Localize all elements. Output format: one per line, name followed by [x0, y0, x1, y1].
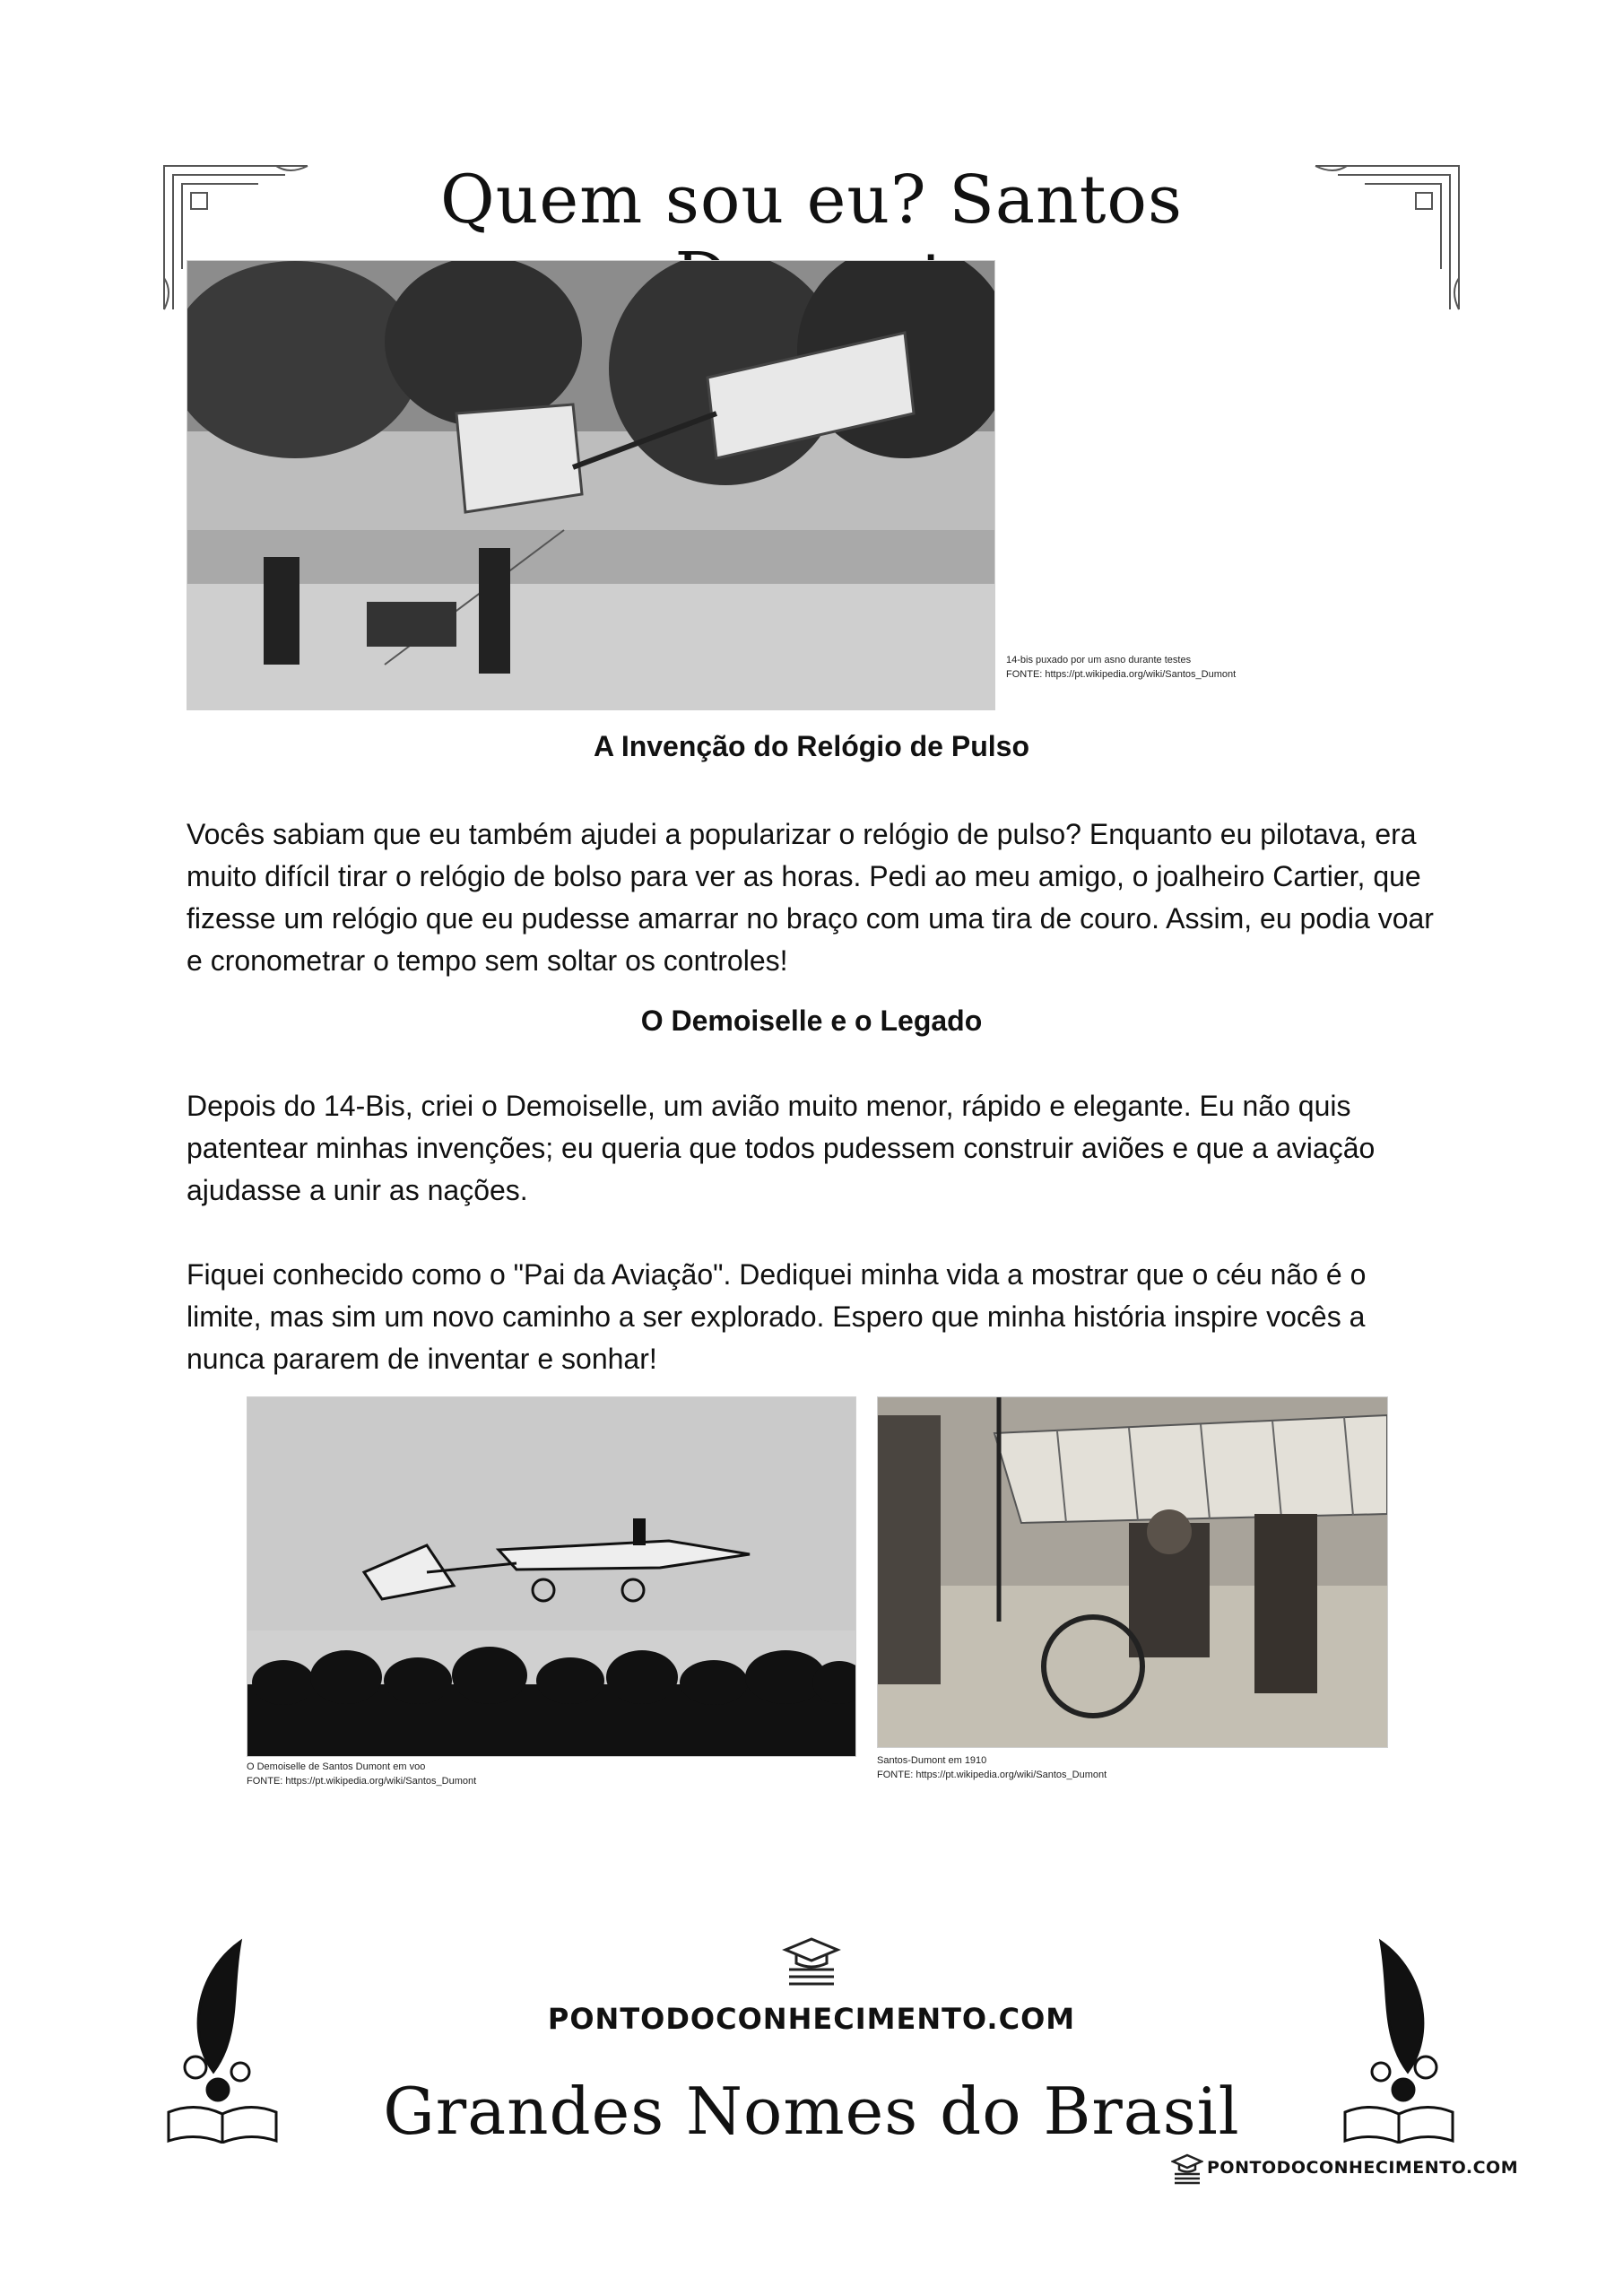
page-title: Quem sou eu? Santos: [440, 161, 1183, 239]
book-quill-illustration-left: [160, 1937, 285, 2144]
caption-text: 14-bis puxado por um asno durante testes: [1006, 655, 1192, 665]
graduation-cap-icon: [782, 1935, 841, 1987]
section-heading-watch: A Invenção do Relógio de Pulso: [594, 730, 1029, 762]
caption-text: Santos-Dumont em 1910: [877, 1755, 987, 1766]
caption-source: FONTE: https://pt.wikipedia.org/wiki/Santos_Dumont: [247, 1776, 477, 1787]
demoiselle-flight-photo: [247, 1396, 856, 1757]
paragraph-legacy: Fiquei conhecido como o "Pai da Aviação". Dediquei minha vida a mostrar que o céu não é o limite, mas sim um novo caminho a ser explorado. Espero que minha história inspire vocês a nunca pararem de inventar e sonhar!: [187, 1258, 1367, 1375]
14-bis-photo: [187, 260, 995, 710]
santos-dumont-1910-caption: [877, 1753, 1325, 1782]
site-name: PONTODOCONHECIMENTO.COM: [547, 2002, 1076, 2036]
caption-text: O Demoiselle de Santos Dumont em voo: [247, 1761, 426, 1772]
watermark-text: PONTODOCONHECIMENTO.COM: [1207, 2158, 1519, 2178]
caption-source: FONTE: https://pt.wikipedia.org/wiki/Santos_Dumont: [1006, 669, 1237, 680]
series-title: Grandes Nomes do Brasil: [383, 2074, 1240, 2149]
14-bis-caption: [1006, 653, 1275, 682]
corner-ornament-top-right: [1311, 161, 1463, 314]
paragraph-watch: Vocês sabiam que eu também ajudei a popularizar o relógio de pulso? Enquanto eu pilotava, era muito difícil tirar o relógio de bolso para ver as horas. Pedi ao meu amigo, o joalheiro Cartier, que fizesse um relógio que eu pudesse amarrar no braço com uma tira de couro. Assim, eu podia voar e cronometrar o tempo sem soltar os controles!: [187, 818, 1434, 977]
section-heading-demoiselle: O Demoiselle e o Legado: [640, 1004, 983, 1037]
paragraph-demoiselle: Depois do 14-Bis, criei o Demoiselle, um avião muito menor, rápido e elegante. Eu não quis patentear minhas invenções; eu queria que todos pudessem construir aviões e que a aviação ajudasse a unir as nações.: [187, 1090, 1376, 1206]
caption-source: FONTE: https://pt.wikipedia.org/wiki/Santos_Dumont: [877, 1770, 1107, 1780]
book-quill-illustration-right: [1336, 1937, 1462, 2144]
graduation-cap-small-icon: [1171, 2152, 1203, 2185]
santos-dumont-1910-photo: [877, 1396, 1388, 1748]
demoiselle-caption: [247, 1760, 695, 1788]
